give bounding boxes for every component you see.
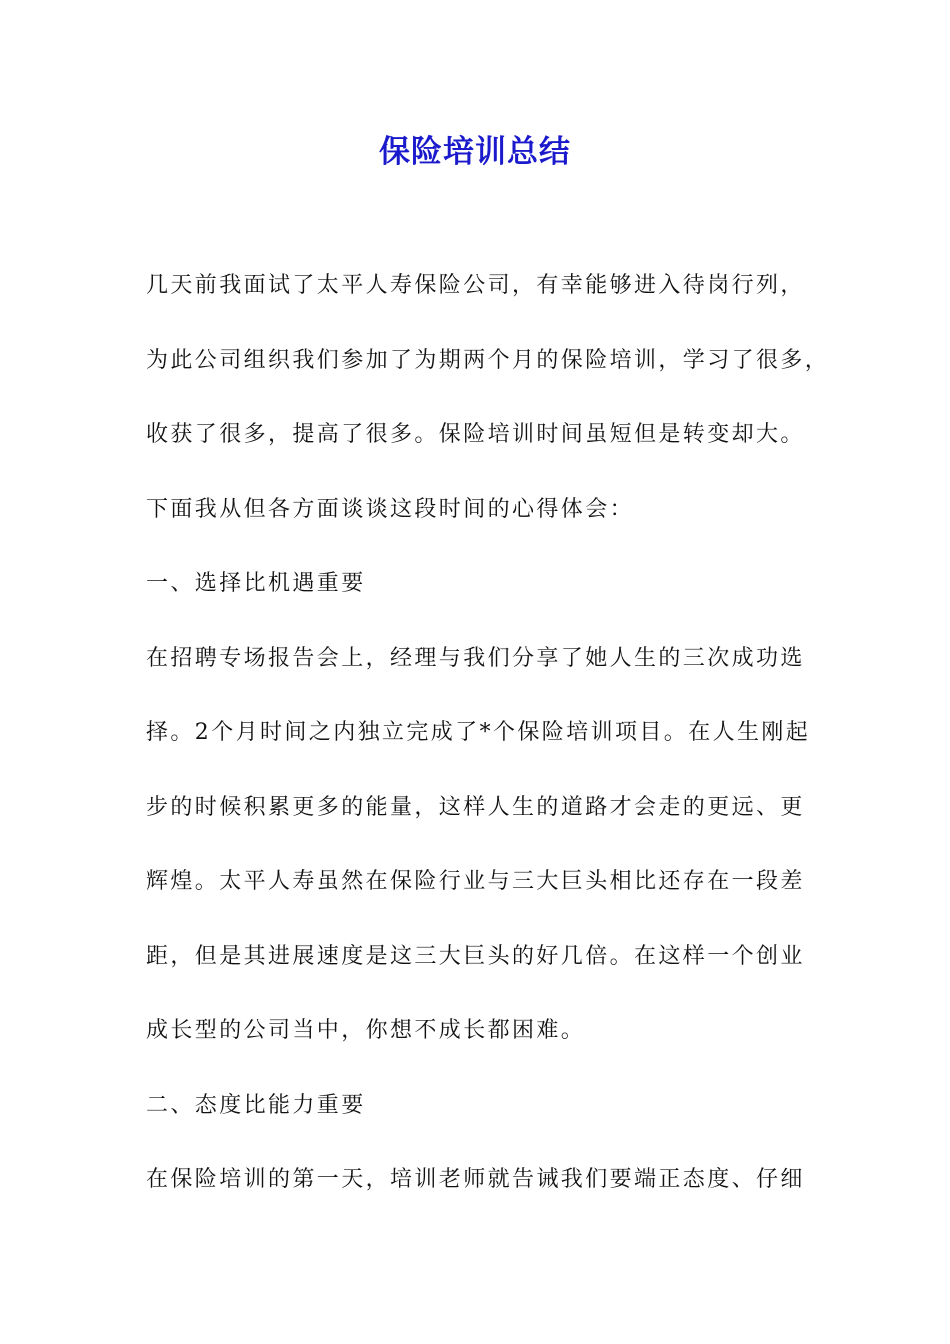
text-line: 成长型的公司当中，你想不成长都困难。: [146, 1018, 586, 1043]
text-line: 辉煌。太平人寿虽然在保险行业与三大巨头相比还存在一段差: [146, 869, 805, 894]
text-line: 在保险培训的第一天，培训老师就告诫我们要端正态度、仔细: [146, 1167, 805, 1192]
section-heading: 一、选择比机遇重要: [146, 571, 366, 596]
text-line: 距，但是其进展速度是这三大巨头的好几倍。在这样一个创业: [146, 943, 805, 969]
document-body: [146, 262, 846, 1231]
text-line: 步的时候积累更多的能量，这样人生的道路才会走的更远、更: [146, 794, 805, 820]
text-line: 下面我从但各方面谈谈这段时间的心得体会：: [146, 496, 635, 522]
text-line: 为此公司组织我们参加了为期两个月的保险培训，学习了很多，: [146, 347, 830, 373]
text-line: 在招聘专场报告会上，经理与我们分享了她人生的三次成功选: [146, 645, 805, 671]
text-line: 几天前我面试了太平人寿保险公司，有幸能够进入待岗行列，: [146, 273, 805, 298]
text-line: 择。2个月时间之内独立完成了*个保险培训项目。在人生刚起: [146, 720, 811, 745]
section-heading: 二、态度比能力重要: [146, 1092, 366, 1118]
text-line: 收获了很多，提高了很多。保险培训时间虽短但是转变却大。: [146, 422, 805, 447]
document-title: 保险培训总结: [379, 134, 571, 170]
